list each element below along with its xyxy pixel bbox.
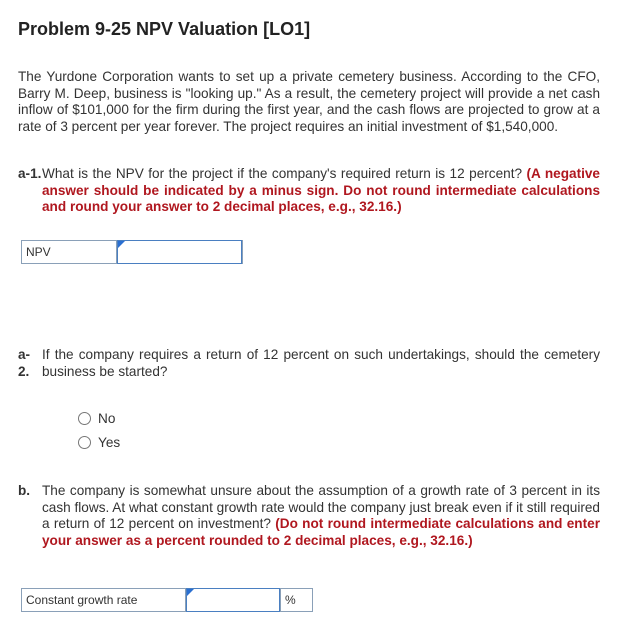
problem-intro: The Yurdone Corporation wants to set up a private cemetery business. According to the CFO, Barry M. Deep, business is "looking up." As a result, the cemetery project will provide a net cash inflow of $101,000 for the firm during the first year, and the cash flows are projected to grow at a rate of 3 percent per year forever. The project requires an initial investment of $1,540,000. [18, 69, 600, 134]
input-flag-icon [118, 241, 125, 248]
question-a2 [18, 347, 600, 380]
growth-rate-input[interactable] [186, 588, 280, 612]
question-b-number: b. [18, 483, 31, 498]
question-a1-number: a-1. [18, 166, 42, 181]
question-b-instruction: (Do not round intermediate calculations and enter your answer as a percent rounded to 2 decimal places, e.g., 32.16.) [42, 516, 600, 548]
growth-rate-label: Constant growth rate [22, 589, 186, 611]
percent-unit: % [280, 589, 310, 611]
question-b-text: The company is somewhat unsure about the assumption of a growth rate of 3 percent in its cash flows. At what constant growth rate would the company just break even if it still required a return of 12 percent on investment? [42, 483, 600, 531]
question-a2-text: If the company requires a return of 12 percent on such undertakings, should the cemetery business be started? [42, 347, 600, 379]
growth-rate-input-row [21, 588, 313, 612]
radio-option-yes[interactable] [78, 435, 120, 450]
question-a1-instruction: (A negative answer should be indicated by a minus sign. Do not round intermediate calculations and round your answer to 2 decimal places, e.g., 32.16.) [42, 166, 600, 214]
radio-option-no[interactable] [78, 411, 115, 426]
radio-button-yes[interactable] [78, 436, 91, 449]
question-a1 [18, 166, 600, 216]
input-flag-icon [187, 589, 194, 596]
npv-input[interactable] [117, 240, 242, 264]
npv-label: NPV [22, 241, 117, 263]
npv-input-row [21, 240, 243, 264]
question-b [18, 483, 600, 549]
problem-title: Problem 9-25 NPV Valuation [LO1] [18, 19, 311, 39]
question-a2-number: a- 2. [18, 347, 31, 379]
radio-label-yes: Yes [98, 435, 121, 450]
radio-button-no[interactable] [78, 412, 91, 425]
radio-label-no: No [98, 411, 116, 426]
question-a1-text: What is the NPV for the project if the company's required return is 12 percent? [42, 166, 523, 181]
